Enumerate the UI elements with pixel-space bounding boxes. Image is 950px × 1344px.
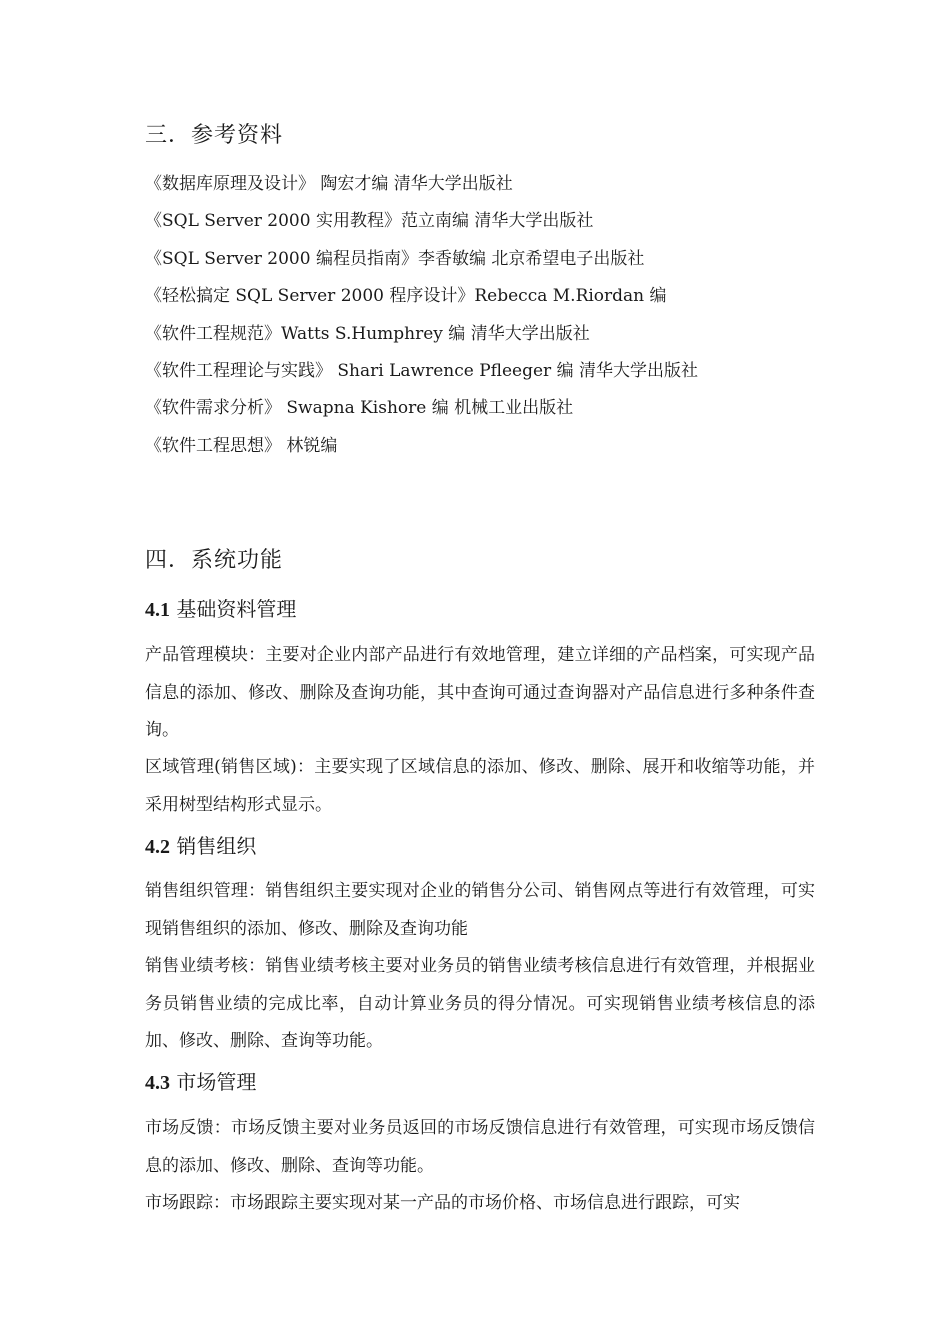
paragraph-market-tracking: 市场跟踪：市场跟踪主要实现对某一产品的市场价格、市场信息进行跟踪，可实: [145, 1193, 740, 1213]
subsection-number: 4.2: [145, 836, 170, 858]
subsection-name: 市场管理: [176, 1070, 257, 1094]
subsection-number: 4.1: [145, 599, 170, 621]
subsection-4-1-title: [145, 593, 296, 622]
reference-item: 《软件工程理论与实践》 Shari Lawrence Pfleeger 编 清华大学出版社: [145, 360, 698, 381]
section-3-title: 三．参考资料: [145, 123, 284, 148]
reference-list: [145, 171, 698, 470]
reference-item: 《SQL Server 2000 编程员指南》李香敏编 北京希望电子出版社: [145, 248, 645, 269]
subsection-name: 基础资料管理: [176, 597, 297, 621]
reference-item: 《轻松搞定 SQL Server 2000 程序设计》Rebecca M.Riordan 编: [145, 286, 667, 307]
paragraph-product-management: 产品管理模块：主要对企业内部产品进行有效地管理，建立详细的产品档案，可实现产品信息的添加、修改、删除及查询功能，其中查询可通过查询器对产品信息进行多种条件查询。: [145, 645, 815, 740]
reference-item: 《软件需求分析》 Swapna Kishore 编 机械工业出版社: [145, 398, 574, 419]
subsection-number: 4.3: [145, 1072, 170, 1094]
reference-item: 《SQL Server 2000 实用教程》范立南编 清华大学出版社: [145, 211, 594, 232]
subsection-name: 销售组织: [176, 834, 257, 858]
reference-item: 《数据库原理及设计》 陶宏才编 清华大学出版社: [145, 174, 513, 194]
reference-item: 《软件工程思想》 林锐编: [145, 435, 338, 456]
paragraph-market-feedback: 市场反馈：市场反馈主要对业务员返回的市场反馈信息进行有效管理，可实现市场反馈信息的添加、修改、删除、查询等功能。: [145, 1118, 815, 1176]
paragraph-sales-performance: 销售业绩考核：销售业绩考核主要对业务员的销售业绩考核信息进行有效管理，并根据业务员销售业绩的完成比率，自动计算业务员的得分情况。可实现销售业绩考核信息的添加、修改、删除、查询等功能。: [145, 956, 815, 1051]
subsection-4-3-title: [145, 1066, 256, 1095]
paragraph-sales-org: 销售组织管理：销售组织主要实现对企业的销售分公司、销售网点等进行有效管理，可实现销售组织的添加、修改、删除及查询功能: [145, 881, 815, 939]
reference-item: 《软件工程规范》Watts S.Humphrey 编 清华大学出版社: [145, 323, 590, 344]
subsection-4-2-title: [145, 830, 256, 859]
paragraph-region-management: 区域管理(销售区域)：主要实现了区域信息的添加、修改、删除、展开和收缩等功能，并采用树型结构形式显示。: [145, 757, 815, 815]
section-4-title: 四．系统功能: [145, 548, 284, 573]
